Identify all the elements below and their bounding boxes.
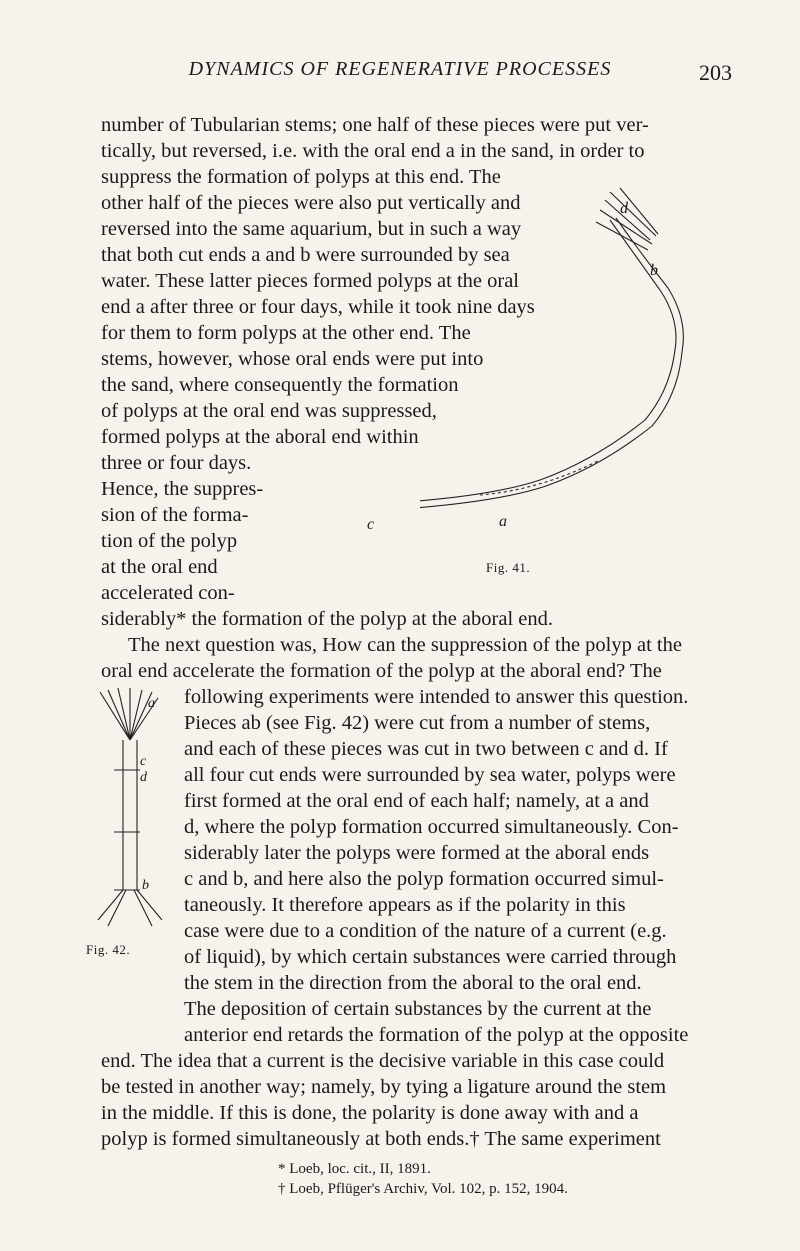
text-line: d, where the polyp formation occurred simultaneously. Con- xyxy=(184,816,679,838)
fig41-label-b: b xyxy=(650,262,659,279)
text-line: formed polyps at the aboral end within xyxy=(101,426,419,448)
fig41-label-d: d xyxy=(620,200,629,217)
text-line: tion of the polyp xyxy=(101,530,238,552)
text-line: be tested in another way; namely, by tying a ligature around the stem xyxy=(101,1076,667,1098)
text-line: oral end accelerate the formation of the polyp at the aboral end? The xyxy=(101,660,662,682)
text-line: siderably later the polyps were formed at the aboral ends xyxy=(184,842,650,864)
text-line: The next question was, How can the suppression of the polyp at the xyxy=(128,634,682,656)
fig42-label-a: a xyxy=(148,696,156,711)
fig42-label-c: c xyxy=(140,754,147,769)
fig42-caption: Fig. 42. xyxy=(86,942,131,957)
text-line: c and b, and here also the polyp formation occurred simul- xyxy=(184,868,664,890)
text-line: the stem in the direction from the aboral to the oral end. xyxy=(184,972,642,994)
text-line: The deposition of certain substances by the current at the xyxy=(184,998,652,1020)
text-line: suppress the formation of polyps at this end. The xyxy=(101,166,501,188)
text-line: siderably* the formation of the polyp at the aboral end. xyxy=(101,608,554,630)
text-line: Pieces ab (see Fig. 42) were cut from a number of stems, xyxy=(184,712,651,734)
text-line: following experiments were intended to answer this question. xyxy=(184,686,689,708)
running-head: DYNAMICS OF REGENERATIVE PROCESSES xyxy=(188,58,612,80)
fig41-label-a: a xyxy=(499,513,508,530)
text-line: the sand, where consequently the formation xyxy=(101,374,459,396)
text-line: first formed at the oral end of each half; namely, at a and xyxy=(184,790,649,812)
text-line: reversed into the same aquarium, but in such a way xyxy=(101,218,522,240)
text-line: Hence, the suppres- xyxy=(101,478,264,500)
text-line: taneously. It therefore appears as if the polarity in this xyxy=(184,894,626,916)
text-line: number of Tubularian stems; one half of these pieces were put ver- xyxy=(101,114,649,136)
text-line: and each of these pieces was cut in two between c and d. If xyxy=(184,738,668,760)
text-line: at the oral end xyxy=(101,556,218,578)
text-line: tically, but reversed, i.e. with the oral end a in the sand, in order to xyxy=(101,140,645,162)
text-line: anterior end retards the formation of the polyp at the opposite xyxy=(184,1024,689,1046)
text-line: accelerated con- xyxy=(101,582,235,604)
text-line: end a after three or four days, while it took nine days xyxy=(101,296,535,318)
page-number: 203 xyxy=(699,60,732,85)
text-line: end. The idea that a current is the decisive variable in this case could xyxy=(101,1050,665,1072)
text-line: of liquid), by which certain substances were carried through xyxy=(184,946,677,968)
text-line: three or four days. xyxy=(101,452,252,474)
text-line: stems, however, whose oral ends were put into xyxy=(101,348,484,370)
footnote: * Loeb, loc. cit., II, 1891. xyxy=(278,1161,431,1177)
text-line: polyp is formed simultaneously at both ends.† The same experiment xyxy=(101,1128,661,1150)
text-line: of polyps at the oral end was suppressed, xyxy=(101,400,437,422)
text-line: that both cut ends a and b were surrounded by sea xyxy=(101,244,510,266)
fig41-label-c: c xyxy=(367,516,375,533)
text-line: other half of the pieces were also put vertically and xyxy=(101,192,521,214)
footnote: † Loeb, Pflüger's Archiv, Vol. 102, p. 152, 1904. xyxy=(278,1181,568,1197)
text-line: water. These latter pieces formed polyps at the oral xyxy=(101,270,520,292)
text-line: case were due to a condition of the nature of a current (e.g. xyxy=(184,920,667,942)
fig42-label-d: d xyxy=(140,770,148,785)
text-line: sion of the forma- xyxy=(101,504,249,526)
text-line: in the middle. If this is done, the polarity is done away with and a xyxy=(101,1102,639,1124)
figure-42-illustration xyxy=(90,680,170,930)
fig41-caption: Fig. 41. xyxy=(486,560,531,575)
text-line: for them to form polyps at the other end. The xyxy=(101,322,471,344)
text-line: all four cut ends were surrounded by sea water, polyps were xyxy=(184,764,676,786)
figure-41-illustration xyxy=(420,160,720,580)
fig42-label-b: b xyxy=(142,878,150,893)
